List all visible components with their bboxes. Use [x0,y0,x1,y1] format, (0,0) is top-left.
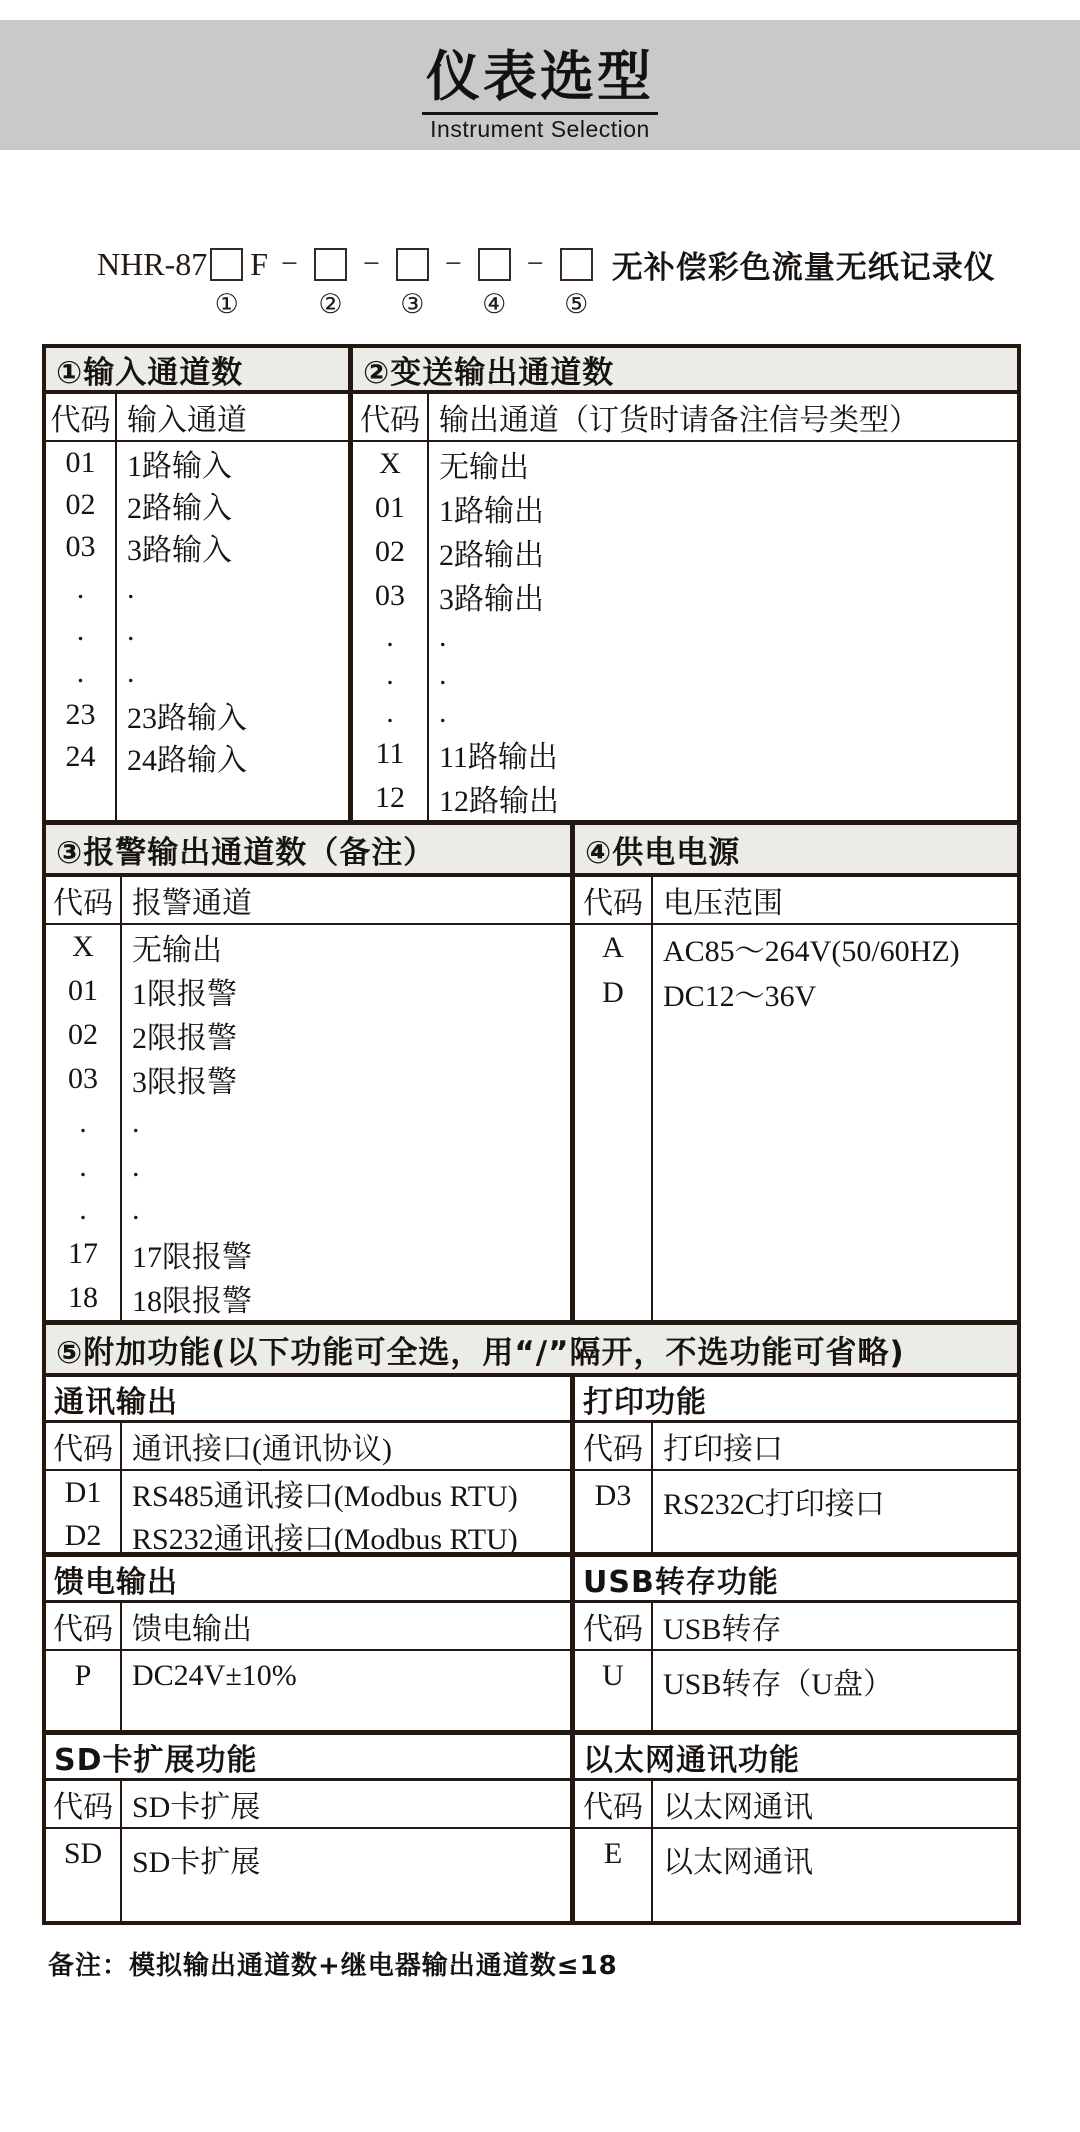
table-row [46,484,348,526]
desc-column-header: 输入通道 [127,404,247,437]
power-feed-subtable [46,1603,575,1730]
section3-title: ③报警输出通道数（备注） [46,825,575,873]
section4-title: ④供电电源 [585,834,741,871]
desc-cell: 11路输出 [439,741,558,774]
code-cell: 03 [46,526,117,568]
section4-subtable [575,877,1017,1320]
code-column-header: 代码 [46,1781,122,1827]
code-cell: 03 [46,1057,122,1101]
desc-column-header: 以太网通讯 [663,1791,813,1824]
code-cell [575,1015,653,1320]
desc-cell: USB转存（U盘） [663,1668,894,1701]
section3-rows [46,925,570,1320]
comm-rows [46,1471,570,1557]
desc-column-header: 电压范围 [663,887,783,920]
desc-cell: . [127,572,135,605]
code-cell: 03 [353,574,429,618]
section2-subtable [353,394,1017,820]
code-cell: U [575,1651,653,1730]
section3-subtable [46,877,575,1320]
code-cell: SD [46,1829,122,1921]
code-cell: . [46,1101,122,1145]
desc-cell: . [132,1105,140,1139]
code-column-header: 代码 [46,1603,122,1649]
circle-number-3: ③ [400,288,425,319]
table-row [46,652,348,694]
table-row [575,1651,1017,1730]
desc-column-header: 打印接口 [663,1433,783,1466]
table-row [353,776,1017,820]
sd-card-column-header [46,1781,570,1829]
table-row [46,442,348,484]
group-subheader-2 [46,1557,1017,1603]
code-cell: 02 [353,530,429,574]
code-cell: 01 [353,486,429,530]
table-row [46,1101,570,1145]
model-separator: − [526,247,544,280]
code-cell: 02 [46,1013,122,1057]
desc-cell: 无输出 [132,934,222,967]
code-cell: 17 [46,1232,122,1276]
model-prefix: NHR-87 [97,245,208,282]
table-row [575,970,1017,1015]
code-cell: 02 [46,484,117,526]
table-row [353,574,1017,618]
section1-rows [46,442,348,820]
model-separator: − [362,247,380,280]
desc-column-header: 馈电输出 [132,1613,252,1646]
table-row [353,618,1017,656]
code-column-header: 代码 [575,1423,653,1469]
ethernet-column-header [575,1781,1017,1829]
desc-cell [117,778,348,820]
page-subtitle: Instrument Selection [430,115,650,142]
group-body-2 [46,1603,1017,1735]
section5-title: ⑤附加功能(以下功能可全选，用“/”隔开，不选功能可省略) [56,1334,905,1371]
circle-number-5: ⑤ [564,288,589,319]
code-cell: 01 [46,442,117,484]
code-box-square-3 [396,248,429,281]
code-cell: . [353,618,429,656]
desc-cell: 17限报警 [132,1241,252,1275]
code-box-1 [210,248,243,319]
desc-cell: 18限报警 [132,1285,252,1319]
desc-cell: . [439,696,447,729]
section3-column-header [46,877,570,925]
code-column-header: 代码 [575,1781,653,1827]
desc-cell: RS485通讯接口(Modbus RTU) [132,1479,518,1513]
section2-rows [353,442,1017,820]
title-block [422,28,658,143]
table-row [46,1232,570,1276]
band-body-1-2 [46,394,1017,825]
group-subheader-1 [46,1377,1017,1423]
desc-column-header: 通讯接口(通讯协议) [132,1433,392,1466]
desc-cell: 无输出 [439,451,529,484]
code-box-4 [478,248,511,319]
desc-cell: 24路输入 [127,744,247,777]
table-row [46,526,348,568]
section1-title: ①输入通道数 [46,348,353,390]
code-cell: D1 [46,1471,122,1514]
group-title-comm-output: 通讯输出 [46,1377,575,1420]
table-row [46,610,348,652]
filler-row [575,1015,1017,1320]
table-row [575,925,1017,970]
desc-cell: 1限报警 [132,978,237,1011]
band-header-1-2 [46,348,1017,394]
code-cell: X [353,442,429,486]
code-cell: X [46,925,122,969]
desc-cell: AC85～264V(50/60HZ) [663,934,960,968]
desc-cell: DC12～36V [663,979,817,1013]
desc-cell: 3限报警 [132,1066,237,1099]
code-cell: 24 [46,736,117,778]
code-cell: E [575,1829,653,1921]
desc-cell: RS232通讯接口(Modbus RTU) [132,1522,518,1556]
desc-cell: 3路输出 [439,583,544,616]
code-cell: 18 [46,1276,122,1320]
usb-subtable [575,1603,1017,1730]
code-cell: D [575,970,653,1015]
group-title-usb-transfer: USB转存功能 [583,1564,779,1600]
section1-subtable [46,394,353,820]
code-box-square-1 [210,248,243,281]
print-rows [575,1471,1017,1552]
table-row [46,1057,570,1101]
usb-rows [575,1651,1017,1730]
ethernet-subtable [575,1781,1017,1921]
comm-output-subtable [46,1423,575,1556]
code-cell: . [46,652,117,694]
title-band [0,20,1080,150]
table-row [353,442,1017,486]
table-row [46,925,570,969]
desc-column-header: USB转存 [663,1613,782,1646]
desc-cell: 1路输入 [127,450,232,483]
circle-number-2: ② [318,288,343,319]
desc-column-header: SD卡扩展 [132,1791,261,1824]
group-title-sd-card: SD卡扩展功能 [46,1735,575,1778]
code-column-header: 代码 [353,394,429,440]
table-row [46,1651,570,1730]
desc-cell: 2限报警 [132,1022,237,1055]
band-body-3-4 [46,877,1017,1325]
ethernet-rows [575,1829,1017,1921]
code-column-header: 代码 [46,394,117,440]
group-title-ethernet: 以太网通讯功能 [583,1742,800,1778]
print-subtable [575,1423,1017,1552]
desc-cell: RS232C打印接口 [663,1488,885,1521]
desc-cell: 3路输入 [127,534,232,567]
code-box-2 [314,248,347,319]
page-title: 仪表选型 [422,34,658,115]
table-row [46,1145,570,1189]
desc-cell: . [439,658,447,691]
group-body-3 [46,1781,1017,1921]
table-row [46,736,348,778]
table-row [353,530,1017,574]
group-subheader-3 [46,1735,1017,1781]
model-separator: − [281,247,298,280]
power-feed-rows [46,1651,570,1730]
desc-cell: 23路输入 [127,702,247,735]
table-row [575,1829,1017,1921]
code-cell: P [46,1651,122,1730]
table-row [46,568,348,610]
section4-column-header [575,877,1017,925]
table-row [353,486,1017,530]
code-column-header: 代码 [575,1603,653,1649]
band-header-3-4 [46,825,1017,877]
table-row [46,1188,570,1232]
code-cell: . [353,694,429,732]
code-box-5 [560,248,593,319]
group-title-print-function: 打印功能 [583,1384,707,1420]
section1-column-header [46,394,348,442]
desc-cell: SD卡扩展 [132,1846,261,1879]
table-row [46,969,570,1013]
comm-column-header [46,1423,570,1471]
code-box-square-5 [560,248,593,281]
code-column-header: 代码 [46,877,122,923]
circle-number-4: ④ [482,288,507,319]
code-cell: . [46,1188,122,1232]
model-f-label: F [250,245,269,282]
usb-column-header [575,1603,1017,1651]
model-code-line [97,245,1080,319]
table-row [353,732,1017,776]
desc-cell: 12路输出 [439,785,559,818]
model-description: 无补偿彩色流量无纸记录仪 [611,249,996,286]
table-row [575,1471,1017,1552]
group-title-power-feed: 馈电输出 [46,1557,575,1600]
sd-card-rows [46,1829,570,1921]
selection-table [42,344,1021,1925]
desc-cell: 2路输入 [127,492,232,525]
desc-cell: . [127,614,135,647]
code-cell: . [46,1145,122,1189]
code-cell: . [46,610,117,652]
code-cell: . [353,656,429,694]
code-cell: . [46,568,117,610]
model-separator: − [444,247,462,280]
code-cell: A [575,925,653,970]
code-box-square-2 [314,248,347,281]
desc-cell: . [132,1193,140,1227]
code-column-header: 代码 [46,1423,122,1469]
table-row [46,1276,570,1320]
section2-column-header [353,394,1017,442]
code-cell: 11 [353,732,429,776]
section2-title: ②变送输出通道数 [363,354,615,391]
desc-cell: 2路输出 [439,539,544,572]
table-row [46,1829,570,1921]
group-body-1 [46,1423,1017,1557]
code-cell [46,778,117,820]
sd-card-subtable [46,1781,575,1921]
desc-cell: DC24V±10% [132,1659,297,1692]
code-box-3 [396,248,429,319]
table-row [353,656,1017,694]
code-box-square-4 [478,248,511,281]
code-cell: D3 [575,1471,653,1552]
table-row [46,1013,570,1057]
power-feed-column-header [46,1603,570,1651]
desc-column-header: 报警通道 [132,887,252,920]
code-cell: 01 [46,969,122,1013]
code-cell: 12 [353,776,429,820]
desc-cell: 以太网通讯 [663,1846,813,1879]
desc-column-header: 输出通道（订货时请备注信号类型） [439,404,919,437]
table-row [353,694,1017,732]
code-cell: 23 [46,694,117,736]
desc-cell: 1路输出 [439,495,544,528]
code-cell: D2 [46,1514,122,1557]
section4-rows [575,925,1017,1320]
circle-number-1: ① [214,288,239,319]
code-column-header: 代码 [575,877,653,923]
table-row [46,1471,570,1514]
table-row [46,1514,570,1557]
desc-cell: . [439,620,447,653]
table-row [46,694,348,736]
band-header-5 [46,1325,1017,1377]
print-column-header [575,1423,1017,1471]
desc-cell: . [127,656,135,689]
footnote: 备注：模拟输出通道数+继电器输出通道数≤18 [48,1951,618,1981]
desc-cell: . [132,1149,140,1183]
filler-row [46,778,348,820]
desc-cell [653,1015,1017,1320]
